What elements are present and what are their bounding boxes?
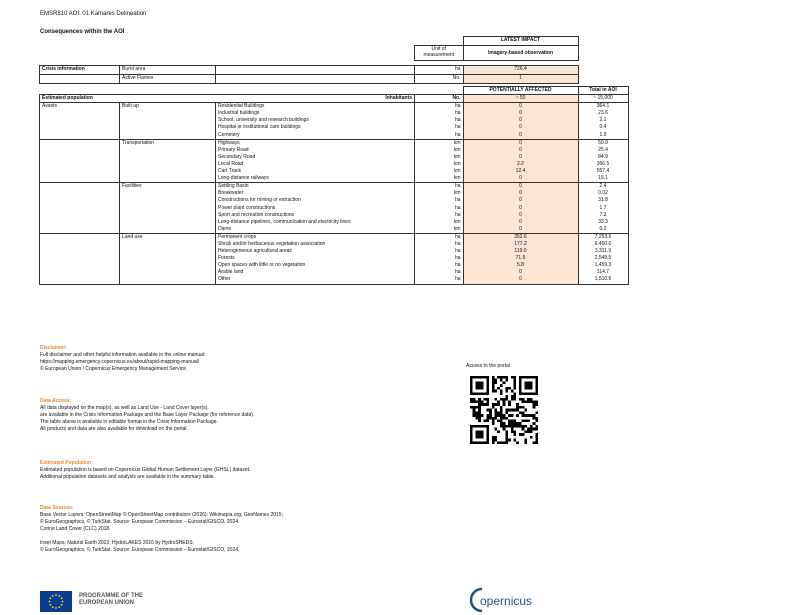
inhabitants-label: Inhabitants <box>216 95 415 103</box>
disclaimer-title: Disclaimer: <box>40 345 67 351</box>
category-cell <box>120 248 216 255</box>
unit-cell: ha <box>415 276 464 284</box>
total-cell: 557.4 <box>578 168 628 175</box>
data-access-title: Data Access: <box>40 398 72 404</box>
assets-cell <box>40 205 120 212</box>
affected-cell: 0 <box>463 197 578 204</box>
total-cell: 1.7 <box>578 205 628 212</box>
data-sources-section <box>40 505 283 554</box>
category-cell <box>120 226 216 234</box>
table-row <box>40 161 629 168</box>
total-cell: 2.1 <box>578 117 628 124</box>
total-cell: 7,253.6 <box>578 233 628 241</box>
data-sources-text: Corine Land Cover (CLC) 2018. <box>40 526 111 532</box>
data-access-text: are available in the Crisis Information Package and the Base Layer Package (for reference data). <box>40 412 255 418</box>
affected-cell: 0 <box>463 110 578 117</box>
category-cell <box>120 168 216 175</box>
consequences-title: Consequences within the AOI <box>40 29 125 35</box>
affected-cell: 0 <box>463 103 578 111</box>
total-cell: 31.8 <box>578 197 628 204</box>
assets-cell <box>40 161 120 168</box>
data-sources-text: Inset Maps: Natural Earth 2023; HydroLAKES 2016 by HydroSHEDS; <box>40 540 194 546</box>
assets-cell <box>40 212 120 219</box>
assets-cell <box>40 139 120 147</box>
assets-cell <box>40 276 120 284</box>
category-cell <box>120 132 216 140</box>
table-row <box>40 269 629 276</box>
item-cell: Primary Road <box>216 147 415 154</box>
population-text: Estimated population is based on Copernicus Global Human Settlement Layer (GHSL) dataset. <box>40 467 251 473</box>
category-cell <box>120 197 216 204</box>
affected-cell: 71.9 <box>463 255 578 262</box>
total-cell: 0.2 <box>578 226 628 234</box>
table-row <box>40 175 629 183</box>
assets-cell <box>40 175 120 183</box>
category-cell <box>120 205 216 212</box>
item-cell: Hospital or institutional care buildings <box>216 124 415 131</box>
affected-cell: 0 <box>463 269 578 276</box>
item-cell: Sport and recreation constructions <box>216 212 415 219</box>
affected-cell: 0 <box>463 124 578 131</box>
total-cell: 25.4 <box>578 147 628 154</box>
latest-impact-header: LATEST IMPACT <box>463 37 578 46</box>
unit-cell: km <box>415 139 464 147</box>
category-cell <box>120 175 216 183</box>
total-cell: 0.4 <box>578 124 628 131</box>
unit-cell: ha <box>415 132 464 140</box>
assets-cell <box>40 124 120 131</box>
population-section <box>40 460 250 481</box>
affected-cell: 0 <box>463 132 578 140</box>
item-cell: Power plant constructions <box>216 205 415 212</box>
unit-cell: ha <box>415 197 464 204</box>
total-cell: 6,450.0 <box>578 241 628 248</box>
table-row <box>40 262 629 269</box>
item-cell: Settling Basin <box>216 183 415 191</box>
potentially-affected-header: POTENTIALLY AFFECTED <box>463 87 578 95</box>
table-row <box>40 276 629 284</box>
assets-cell <box>40 233 120 241</box>
assets-cell <box>40 132 120 140</box>
document-header: EMSR810 AOI: 01 Kamares Delineation <box>40 11 147 17</box>
crisis-info-label: Crisis information <box>40 66 120 75</box>
total-cell: 84.9 <box>578 154 628 161</box>
unit-cell: ha <box>415 262 464 269</box>
crisis-row-value: 726.4 <box>463 66 578 75</box>
total-cell: 23.6 <box>578 110 628 117</box>
item-cell: Cemetery <box>216 132 415 140</box>
affected-cell: 0 <box>463 139 578 147</box>
crisis-row-value: 1 <box>463 75 578 84</box>
unit-cell: ha <box>415 233 464 241</box>
table-row <box>40 226 629 234</box>
table-row <box>40 248 629 255</box>
unit-cell: km <box>415 175 464 183</box>
item-cell: Other <box>216 276 415 284</box>
data-access-text: The table above is available in editable format in the Crisis Information Package. <box>40 419 218 425</box>
crisis-row-unit: ha <box>415 66 464 75</box>
assets-cell: Assets <box>40 103 120 111</box>
data-sources-text: © EuroGeographics, © TurkStat. Source: European Commission – Eurostat/GISCO, 2024. <box>40 547 240 553</box>
affected-cell: 0 <box>463 175 578 183</box>
assets-cell <box>40 255 120 262</box>
population-unit: No. <box>415 95 464 103</box>
population-affected: ~ 50 <box>463 95 578 103</box>
category-cell <box>120 219 216 226</box>
table-row <box>40 103 629 111</box>
unit-cell: ha <box>415 212 464 219</box>
table-row <box>40 241 629 248</box>
crisis-row-unit: No. <box>415 75 464 84</box>
category-cell <box>120 117 216 124</box>
disclaimer-text: Full disclaimer and other helpful information available in the online manual: <box>40 352 206 358</box>
affected-cell: 0 <box>463 276 578 284</box>
table-row <box>40 132 629 140</box>
unit-cell: ha <box>415 255 464 262</box>
affected-cell: 0 <box>463 190 578 197</box>
total-cell: 2.4 <box>578 183 628 191</box>
item-cell: Residential Buildings <box>216 103 415 111</box>
table-row <box>40 147 629 154</box>
total-cell: 1.9 <box>578 132 628 140</box>
eu-line-1: PROGRAMME OF THE <box>79 593 143 599</box>
item-cell: Forests <box>216 255 415 262</box>
assets-cell <box>40 110 120 117</box>
total-cell: 1,459.3 <box>578 262 628 269</box>
assets-cell <box>40 183 120 191</box>
unit-cell: ha <box>415 124 464 131</box>
assets-cell <box>40 154 120 161</box>
category-cell: Transportation <box>120 139 216 147</box>
affected-cell: 177.2 <box>463 241 578 248</box>
item-cell: Highways <box>216 139 415 147</box>
assets-cell <box>40 168 120 175</box>
total-cell: 114.7 <box>578 269 628 276</box>
assets-cell <box>40 226 120 234</box>
assets-cell <box>40 248 120 255</box>
item-cell: Cart Track <box>216 168 415 175</box>
assets-cell <box>40 241 120 248</box>
affected-cell: 0 <box>463 205 578 212</box>
category-cell <box>120 269 216 276</box>
category-cell <box>120 147 216 154</box>
disclaimer-copyright: © European Union / Copernicus Emergency Management Service <box>40 366 186 372</box>
category-cell <box>120 262 216 269</box>
assets-cell <box>40 147 120 154</box>
total-cell: 2,549.5 <box>578 255 628 262</box>
total-cell: 15.1 <box>578 175 628 183</box>
unit-cell: ha <box>415 269 464 276</box>
table-row <box>40 117 629 124</box>
unit-cell: km <box>415 190 464 197</box>
unit-cell: km <box>415 219 464 226</box>
unit-cell: km <box>415 168 464 175</box>
table-row <box>40 168 629 175</box>
total-in-aoi-header: Total in AOI <box>578 87 628 95</box>
assets-table <box>39 86 629 285</box>
table-row <box>40 190 629 197</box>
item-cell: Long-distance pipelines, communication and electricity lines <box>216 219 415 226</box>
item-cell: Heterogeneous agricultural areas <box>216 248 415 255</box>
unit-cell: ha <box>415 103 464 111</box>
category-cell: Land use <box>120 233 216 241</box>
total-cell: 364.1 <box>578 103 628 111</box>
crisis-row-name: Active Flames <box>120 75 216 84</box>
unit-cell: ha <box>415 205 464 212</box>
data-sources-text: Base Vector Layers: OpenStreetMap © OpenStreetMap contributors (2026); Wikimapia.org; GeoNames 2015; <box>40 512 283 518</box>
affected-cell: 12.4 <box>463 168 578 175</box>
item-cell: Breakwater <box>216 190 415 197</box>
copernicus-logo <box>466 585 546 615</box>
item-cell: Local Road <box>216 161 415 168</box>
data-sources-text: © EuroGeographics, © TurkStat. Source: European Commission – Eurostat/GISCO, 2024. <box>40 519 240 525</box>
unit-cell: ha <box>415 248 464 255</box>
unit-cell: ha <box>415 241 464 248</box>
population-title: Estimated Population: <box>40 460 93 466</box>
item-cell: Permanent crops <box>216 233 415 241</box>
data-access-text: All products and data are also available for download on the portal. <box>40 426 188 432</box>
table-row <box>40 219 629 226</box>
table-row <box>40 197 629 204</box>
category-cell <box>120 110 216 117</box>
copernicus-wordmark: opernicus <box>480 594 533 608</box>
category-cell: Built-up <box>120 103 216 111</box>
item-cell: Long-distance railways <box>216 175 415 183</box>
total-cell: 366.5 <box>578 161 628 168</box>
unit-cell: ha <box>415 183 464 191</box>
total-cell: 33.3 <box>578 219 628 226</box>
affected-cell: 2.2 <box>463 161 578 168</box>
table-row <box>40 110 629 117</box>
item-cell: Dams <box>216 226 415 234</box>
table-row <box>40 124 629 131</box>
item-cell: Industrial buildings <box>216 110 415 117</box>
table-row <box>40 205 629 212</box>
item-cell: Shrub and/or herbaceous vegetation association <box>216 241 415 248</box>
item-cell: Arable land <box>216 269 415 276</box>
item-cell: Open spaces with little or no vegetation <box>216 262 415 269</box>
category-cell <box>120 276 216 284</box>
estimated-population-label: Estimated population <box>40 95 120 103</box>
population-total: ~ 15,000 <box>578 95 628 103</box>
assets-cell <box>40 117 120 124</box>
table-row <box>40 183 629 191</box>
total-cell: 50.9 <box>578 139 628 147</box>
manual-link[interactable]: https://mapping.emergency.copernicus.eu/about/rapid-mapping-manual/ <box>40 359 200 365</box>
data-access-section <box>40 398 254 433</box>
eu-programme-label <box>79 593 143 607</box>
category-cell <box>120 161 216 168</box>
affected-cell: 0 <box>463 226 578 234</box>
assets-cell <box>40 219 120 226</box>
portal-qr-code[interactable] <box>470 376 538 444</box>
eu-line-2: EUROPEAN UNION <box>79 600 135 606</box>
item-cell: Secondary Road <box>216 154 415 161</box>
affected-cell: 119.0 <box>463 248 578 255</box>
unit-cell: km <box>415 154 464 161</box>
assets-cell <box>40 190 120 197</box>
affected-cell: 0 <box>463 147 578 154</box>
affected-cell: 5.8 <box>463 262 578 269</box>
total-cell: 0.02 <box>578 190 628 197</box>
data-sources-title: Data Sources: <box>40 505 74 511</box>
total-cell: 7.3 <box>578 212 628 219</box>
affected-cell: 0 <box>463 183 578 191</box>
category-cell <box>120 154 216 161</box>
table-row <box>40 212 629 219</box>
unit-cell: ha <box>415 110 464 117</box>
population-text: Additional population datasets and analysis are available in the summary table. <box>40 474 215 480</box>
assets-cell <box>40 197 120 204</box>
affected-cell: 0 <box>463 212 578 219</box>
affected-cell: 0 <box>463 117 578 124</box>
data-access-text: All data displayed on the map(s), as well as Land Use - Land Cover layer(s), <box>40 405 209 411</box>
unit-cell: km <box>415 161 464 168</box>
affected-cell: 0 <box>463 219 578 226</box>
category-cell <box>120 212 216 219</box>
unit-header: Unit of measurement <box>415 46 464 61</box>
affected-cell: 352.6 <box>463 233 578 241</box>
total-cell: 1,510.6 <box>578 276 628 284</box>
crisis-table <box>39 36 579 84</box>
portal-label: Access to the portal <box>466 363 510 369</box>
observation-header: Imagery-based observation <box>463 46 578 61</box>
unit-cell: km <box>415 147 464 154</box>
affected-cell: 0 <box>463 154 578 161</box>
unit-cell: km <box>415 226 464 234</box>
category-cell <box>120 190 216 197</box>
eu-flag-icon <box>40 591 72 612</box>
crisis-row-name: Burnt area <box>120 66 216 75</box>
assets-cell <box>40 262 120 269</box>
category-cell: Facilities <box>120 183 216 191</box>
table-row <box>40 139 629 147</box>
category-cell <box>120 124 216 131</box>
category-cell <box>120 241 216 248</box>
table-row <box>40 154 629 161</box>
category-cell <box>120 255 216 262</box>
assets-cell <box>40 269 120 276</box>
table-row <box>40 255 629 262</box>
unit-cell: ha <box>415 117 464 124</box>
item-cell: School, university and research buildings <box>216 117 415 124</box>
table-row <box>40 233 629 241</box>
item-cell: Constructions for mining or extraction <box>216 197 415 204</box>
disclaimer-section <box>40 345 205 373</box>
total-cell: 3,311.9 <box>578 248 628 255</box>
